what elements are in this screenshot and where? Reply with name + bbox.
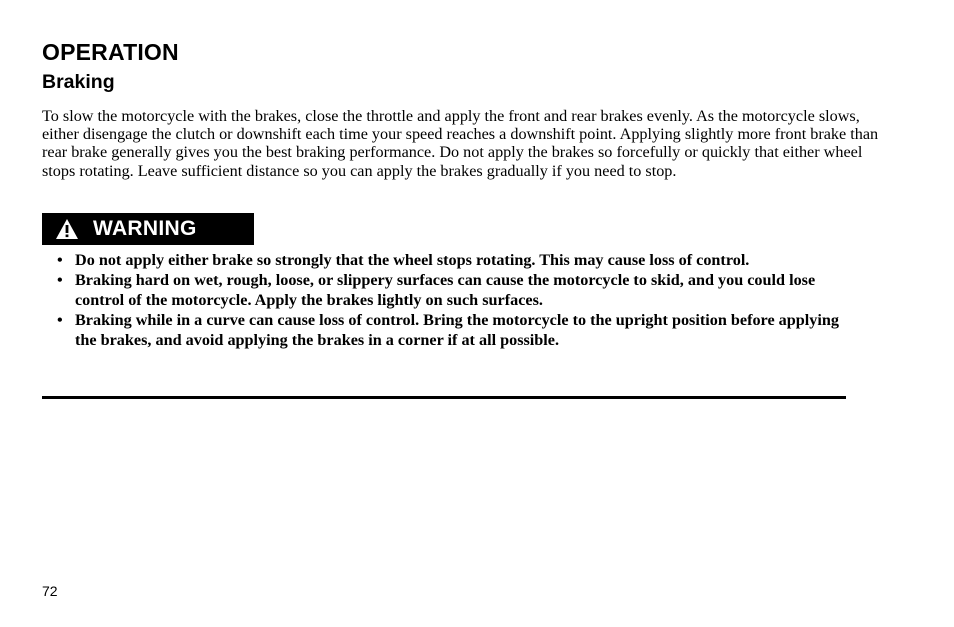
bullet: • bbox=[57, 251, 63, 269]
warning-item bbox=[55, 310, 845, 350]
subsection-title: Braking bbox=[42, 71, 115, 93]
warning-item-text: Do not apply either brake so strongly that the wheel stops rotating. This may cause loss of control. bbox=[75, 251, 750, 269]
warning-item-text: Braking while in a curve can cause loss of control. Bring the motorcycle to the upright position before applying the brakes, and avoid applying the brakes in a corner if at all possible. bbox=[75, 311, 839, 349]
page-number: 72 bbox=[42, 583, 58, 599]
warning-item-text: Braking hard on wet, rough, loose, or slippery surfaces can cause the motorcycle to skid, and you could lose control of the motorcycle. Apply the brakes lightly on such surfaces. bbox=[75, 271, 816, 309]
bullet: • bbox=[57, 271, 63, 289]
intro-paragraph: To slow the motorcycle with the brakes, close the throttle and apply the front and rear brakes evenly. As the motorcycle slows, either disengage the clutch or downshift each time your speed reaches a downshift point. Applying slightly more front brake than rear brake generally gives you the best braking performance. Do not apply the brakes so forcefully or quickly that either wheel stops rotating. Leave sufficient distance so you can apply the brakes gradually if you need to stop. bbox=[42, 107, 879, 180]
warning-list bbox=[55, 250, 845, 350]
manual-page bbox=[42, 0, 892, 627]
warning-item bbox=[55, 270, 845, 310]
warning-label: WARNING bbox=[93, 217, 197, 240]
warning-banner bbox=[42, 213, 254, 245]
bullet: • bbox=[57, 311, 63, 329]
section-title: OPERATION bbox=[42, 39, 179, 65]
warning-triangle-icon bbox=[55, 218, 79, 240]
warning-item bbox=[55, 250, 845, 270]
section-divider bbox=[42, 396, 846, 399]
